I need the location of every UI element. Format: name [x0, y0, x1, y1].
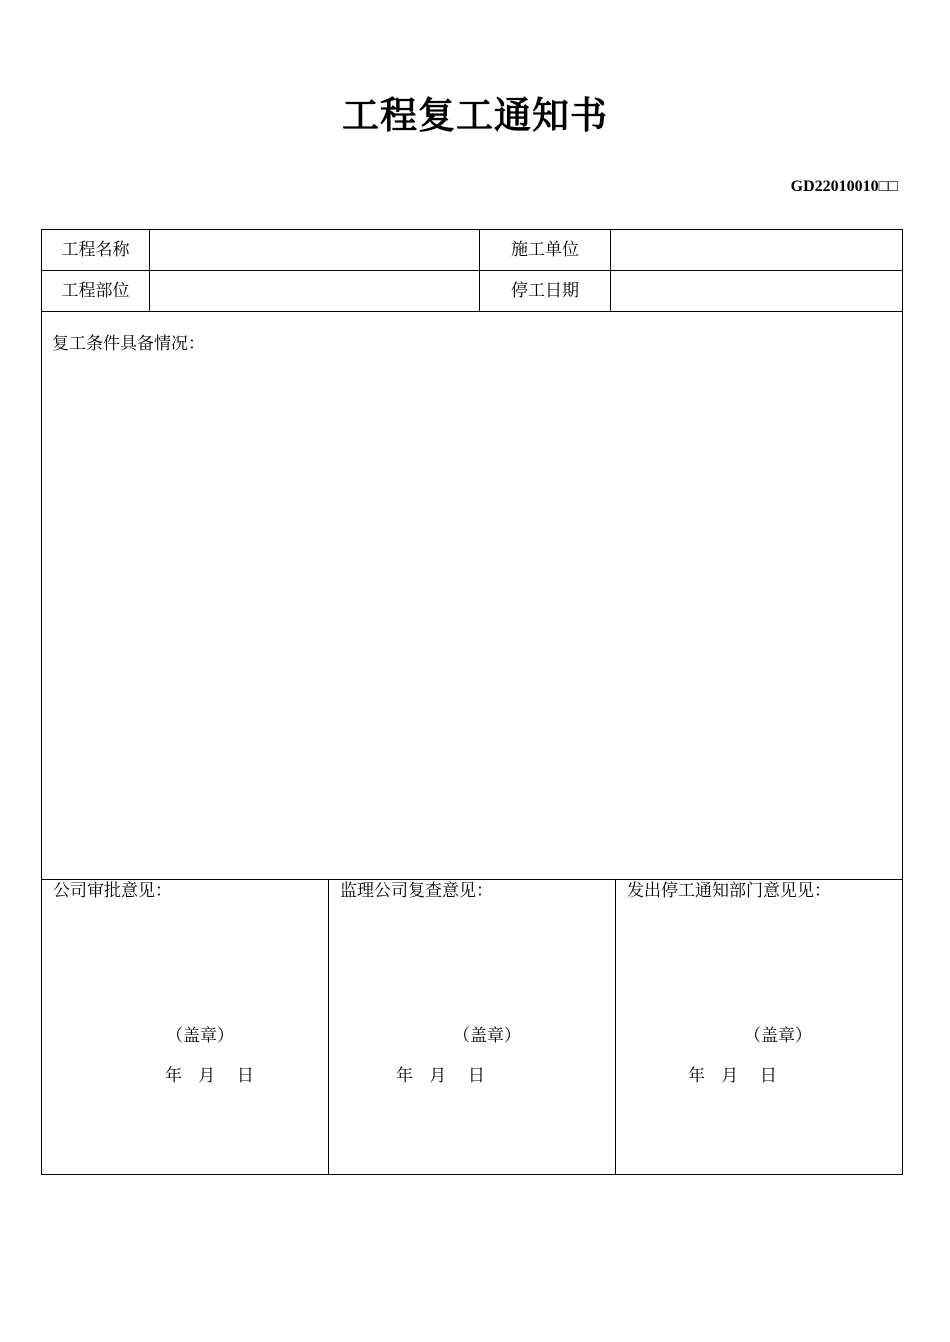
- document-title: 工程复工通知书: [342, 94, 608, 137]
- issuing-department-seal: （盖章）: [744, 1026, 812, 1046]
- project-part-label: 工程部位: [42, 271, 150, 311]
- project-name-value[interactable]: [150, 230, 480, 270]
- issuing-department-date: 年 月 日: [688, 1066, 777, 1086]
- supervision-review-date: 年 月 日: [396, 1066, 485, 1086]
- supervision-review-label: 监理公司复查意见：: [340, 881, 493, 901]
- notice-form: [41, 229, 903, 1175]
- company-approval-date: 年 月 日: [165, 1066, 254, 1086]
- project-part-value[interactable]: [150, 271, 480, 311]
- issuing-department-label: 发出停工通知部门意见见：: [627, 881, 831, 901]
- supervision-review-seal: （盖章）: [453, 1026, 521, 1046]
- construction-unit-value[interactable]: [611, 230, 902, 270]
- company-approval-seal: （盖章）: [166, 1026, 234, 1046]
- opinions-section: [42, 880, 902, 1174]
- supervision-review-opinion[interactable]: [329, 880, 616, 1174]
- resume-conditions-section[interactable]: [42, 312, 902, 880]
- form-row-project-part: [42, 271, 902, 312]
- form-row-project-name: [42, 230, 902, 271]
- company-approval-label: 公司审批意见：: [53, 881, 172, 901]
- company-approval-opinion[interactable]: [42, 880, 329, 1174]
- construction-unit-label: 施工单位: [480, 230, 611, 270]
- stop-date-label: 停工日期: [480, 271, 611, 311]
- resume-conditions-label: 复工条件具备情况：: [52, 334, 205, 354]
- project-name-label: 工程名称: [42, 230, 150, 270]
- issuing-department-opinion[interactable]: [616, 880, 902, 1174]
- document-code: GD22010010□□: [790, 178, 898, 195]
- stop-date-value[interactable]: [611, 271, 902, 311]
